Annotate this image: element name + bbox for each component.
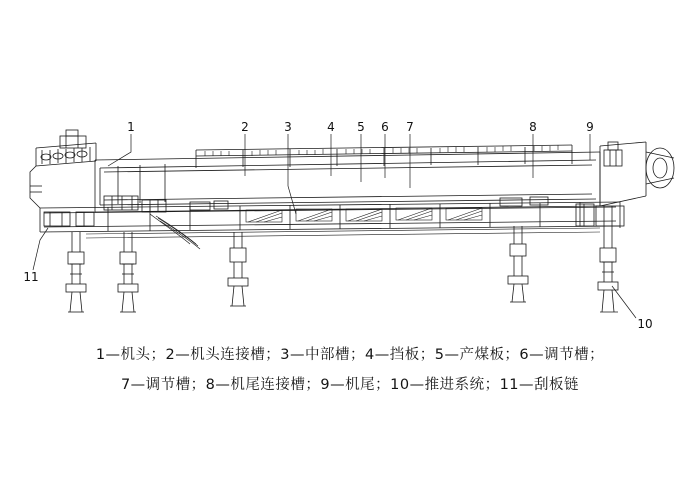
tail-assembly	[576, 142, 674, 226]
pusher-leg-5	[598, 226, 618, 312]
callout-9: 9	[586, 120, 594, 134]
callout-2: 2	[241, 120, 249, 134]
callout-8: 8	[529, 120, 537, 134]
callout-labels	[23, 120, 652, 331]
callout-4: 4	[327, 120, 335, 134]
callout-11: 11	[23, 270, 39, 284]
pusher-leg-4	[508, 226, 528, 302]
callout-5: 5	[357, 120, 365, 134]
callout-6: 6	[381, 120, 389, 134]
callout-3: 3	[284, 120, 292, 134]
callout-7: 7	[406, 120, 414, 134]
figure-caption	[0, 340, 700, 400]
caption-line-2: 7—调节槽；8—机尾连接槽；9—机尾；10—推进系统；11—刮板链	[120, 377, 580, 393]
callout-1: 1	[127, 120, 135, 134]
pusher-leg-3	[228, 232, 248, 306]
caption-line-1: 1—机头；2—机头连接槽；3—中部槽；4—挡板；5—产煤板；6—调节槽；	[95, 347, 605, 363]
pusher-leg-1	[66, 232, 86, 312]
trough-top-plates	[196, 145, 572, 168]
hose-bundle	[150, 214, 200, 249]
callout-10: 10	[637, 317, 653, 331]
pusher-leg-2	[118, 232, 138, 312]
chassis-hatch-boxes	[246, 208, 482, 222]
rivet-marks	[205, 145, 558, 156]
under-rail-piping	[86, 228, 600, 238]
